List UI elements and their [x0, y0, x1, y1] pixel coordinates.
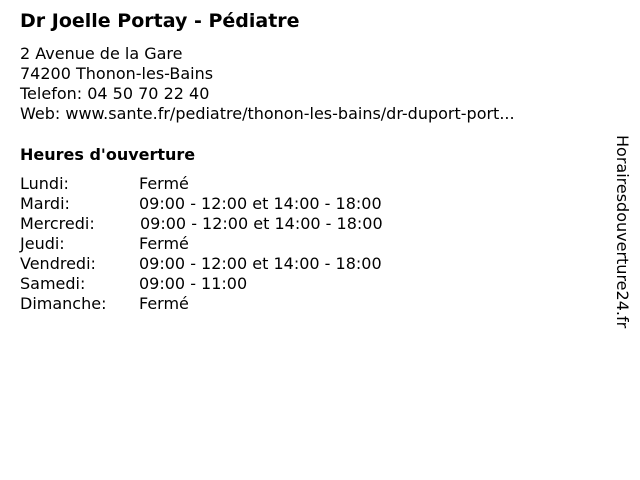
day-hours: 09:00 - 12:00 et 14:00 - 18:00 [139, 254, 382, 273]
day-hours: 09:00 - 12:00 et 14:00 - 18:00 [139, 194, 382, 213]
hours-row-saturday [20, 274, 383, 294]
day-label: Lundi: [20, 174, 69, 193]
hours-row-thursday [20, 234, 383, 254]
day-hours: Fermé [139, 174, 189, 193]
day-label: Mercredi: [20, 214, 95, 233]
contact-info [20, 44, 515, 124]
hours-row-monday [20, 174, 383, 194]
watermark-text: Horairesdouverture24.fr [613, 135, 632, 329]
day-hours: Fermé [139, 294, 189, 313]
day-hours: 09:00 - 12:00 et 14:00 - 18:00 [140, 214, 383, 233]
hours-heading: Heures d'ouverture [20, 145, 196, 164]
site-watermark [612, 135, 632, 345]
day-label: Vendredi: [20, 254, 96, 273]
day-hours: Fermé [139, 234, 189, 253]
website-link[interactable]: Web: www.sante.fr/pediatre/thonon-les-bains/dr-duport-port... [20, 104, 515, 123]
day-label: Jeudi: [20, 234, 65, 253]
hours-row-friday [20, 254, 383, 274]
address-city: 74200 Thonon-les-Bains [20, 64, 214, 83]
hours-row-sunday [20, 294, 383, 314]
page-title: Dr Joelle Portay - Pédiatre [20, 10, 300, 32]
hours-row-tuesday [20, 194, 383, 214]
address-street: 2 Avenue de la Gare [20, 44, 183, 63]
day-label: Samedi: [20, 274, 86, 293]
day-label: Dimanche: [20, 294, 107, 313]
opening-hours-table [20, 174, 383, 314]
hours-row-wednesday [20, 214, 383, 234]
phone-number: Telefon: 04 50 70 22 40 [20, 84, 210, 103]
day-label: Mardi: [20, 194, 70, 213]
day-hours: 09:00 - 11:00 [139, 274, 248, 293]
